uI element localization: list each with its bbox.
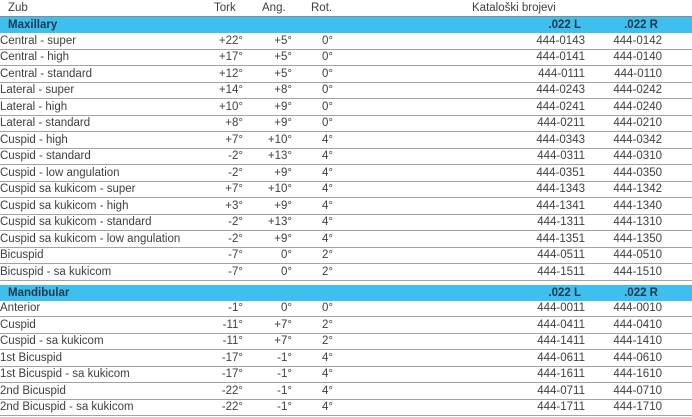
cell-ang: +9° [243,198,292,215]
cell-ang: +9° [243,231,292,248]
cell-rot: 0° [292,66,333,83]
section-pad-cell [662,17,692,34]
cell-tork: -11° [195,317,243,334]
row-pad-cell [662,132,692,149]
section-title: Mandibular [0,285,333,301]
cell-rot: 4° [292,132,333,149]
cell-zub: Cuspid - standard [0,148,195,165]
cell-tork: +10° [195,99,243,116]
cell-l: 444-0611 [333,350,585,367]
row-pad-cell [662,198,692,215]
cell-ang: +10° [243,132,292,149]
cell-rot: 4° [292,383,333,400]
section-col-022L: .022 L [333,285,585,301]
cell-zub: Central - high [0,49,195,66]
section-col-022L: .022 L [333,17,585,34]
row-pad-cell [662,350,692,367]
cell-r: 444-0710 [585,383,662,400]
row-pad-cell [662,264,692,281]
table-row [0,333,692,350]
cell-rot: 0° [292,301,333,317]
cell-r: 444-0310 [585,148,662,165]
cell-r: 444-0350 [585,165,662,182]
cell-zub: Cuspid sa kukicom - standard [0,214,195,231]
cell-ang: +5° [243,33,292,49]
cell-tork: -2° [195,165,243,182]
row-pad-cell [662,231,692,248]
cell-r: 444-1410 [585,333,662,350]
cell-zub: Cuspid - high [0,132,195,149]
col-header-ang: Ang. [243,0,292,17]
cell-tork: -22° [195,399,243,416]
cell-ang: +5° [243,49,292,66]
cell-l: 444-1611 [333,366,585,383]
row-pad-cell [662,247,692,264]
cell-tork: +8° [195,115,243,132]
cell-r: 444-0210 [585,115,662,132]
cell-zub: Lateral - high [0,99,195,116]
cell-rot: 2° [292,247,333,264]
table-row [0,181,692,198]
cell-ang: +5° [243,66,292,83]
cell-ang: +9° [243,99,292,116]
row-pad-cell [662,181,692,198]
cell-ang: 0° [243,301,292,317]
row-pad-cell [662,33,692,49]
cell-rot: 2° [292,317,333,334]
cell-ang: +10° [243,181,292,198]
table-row [0,366,692,383]
cell-r: 444-0242 [585,82,662,99]
row-pad-cell [662,82,692,99]
cell-r: 444-0610 [585,350,662,367]
table-row [0,198,692,215]
cell-zub: 1st Bicuspid [0,350,195,367]
cell-r: 444-0342 [585,132,662,149]
cell-tork: -7° [195,247,243,264]
cell-tork: -11° [195,333,243,350]
cell-zub: Cuspid sa kukicom - super [0,181,195,198]
cell-ang: +7° [243,317,292,334]
table-row [0,383,692,400]
row-pad-cell [662,148,692,165]
cell-ang: +7° [243,333,292,350]
cell-ang: -1° [243,383,292,400]
cell-ang: 0° [243,264,292,281]
cell-tork: +17° [195,49,243,66]
row-pad-cell [662,214,692,231]
row-pad-cell [662,366,692,383]
table-row [0,115,692,132]
cell-zub: Central - standard [0,66,195,83]
cell-zub: Central - super [0,33,195,49]
cell-tork: +3° [195,198,243,215]
table-row [0,165,692,182]
section-title: Maxillary [0,17,333,34]
cell-l: 444-0711 [333,383,585,400]
cell-ang: +9° [243,165,292,182]
cell-tork: +22° [195,33,243,49]
cell-tork: +12° [195,66,243,83]
row-pad-cell [662,333,692,350]
table-row [0,33,692,49]
cell-r: 444-1350 [585,231,662,248]
row-pad-cell [662,49,692,66]
cell-rot: 0° [292,115,333,132]
cell-tork: +7° [195,132,243,149]
row-pad-cell [662,115,692,132]
cell-tork: -17° [195,366,243,383]
cell-rot: 4° [292,198,333,215]
cell-ang: +8° [243,82,292,99]
cell-zub: Lateral - super [0,82,195,99]
cell-tork: +14° [195,82,243,99]
cell-zub: Cuspid [0,317,195,334]
table-body [0,17,692,416]
cell-r: 444-0110 [585,66,662,83]
cell-ang: -1° [243,366,292,383]
cell-l: 444-0143 [333,33,585,49]
col-header-rot: Rot. [292,0,333,17]
cell-tork: -22° [195,383,243,400]
table-row [0,247,692,264]
row-pad-cell [662,165,692,182]
cell-r: 444-1510 [585,264,662,281]
cell-r: 444-0142 [585,33,662,49]
table-row [0,350,692,367]
cell-ang: 0° [243,247,292,264]
cell-rot: 0° [292,49,333,66]
cell-zub: Bicuspid - sa kukicom [0,264,195,281]
table-row [0,148,692,165]
cell-rot: 4° [292,350,333,367]
cell-r: 444-1310 [585,214,662,231]
cell-l: 444-0311 [333,148,585,165]
row-pad-cell [662,383,692,400]
table-row [0,132,692,149]
column-header-row [0,0,692,17]
table-row [0,231,692,248]
cell-tork: +7° [195,181,243,198]
cell-zub: 1st Bicuspid - sa kukicom [0,366,195,383]
cell-rot: 2° [292,264,333,281]
section-pad-cell [662,285,692,301]
cell-r: 444-0510 [585,247,662,264]
col-header-tork: Tork [195,0,243,17]
row-pad-cell [662,301,692,317]
cell-l: 444-1311 [333,214,585,231]
cell-rot: 4° [292,181,333,198]
cell-zub: Cuspid - sa kukicom [0,333,195,350]
cell-r: 444-0010 [585,301,662,317]
cell-zub: 2nd Bicuspid [0,383,195,400]
cell-zub: Cuspid sa kukicom - low angulation [0,231,195,248]
cell-tork: -7° [195,264,243,281]
table-row [0,301,692,317]
cell-l: 444-1351 [333,231,585,248]
section-header-row [0,285,692,301]
cell-rot: 4° [292,148,333,165]
cell-tork: -1° [195,301,243,317]
row-pad-cell [662,66,692,83]
cell-l: 444-1711 [333,399,585,416]
cell-l: 444-0243 [333,82,585,99]
cell-l: 444-1343 [333,181,585,198]
cell-rot: 4° [292,165,333,182]
cell-l: 444-0343 [333,132,585,149]
row-pad-cell [662,99,692,116]
section-col-022R: .022 R [585,285,662,301]
cell-l: 444-0511 [333,247,585,264]
cell-l: 444-0351 [333,165,585,182]
cell-zub: 2nd Bicuspid - sa kukicom [0,399,195,416]
cell-rot: 0° [292,99,333,116]
table-row [0,264,692,281]
row-pad-cell [662,399,692,416]
cell-rot: 2° [292,333,333,350]
cell-l: 444-1511 [333,264,585,281]
cell-ang: +13° [243,214,292,231]
cell-r: 444-0410 [585,317,662,334]
cell-zub: Cuspid - low angulation [0,165,195,182]
cell-l: 444-0411 [333,317,585,334]
cell-l: 444-0211 [333,115,585,132]
cell-rot: 0° [292,82,333,99]
cell-tork: -2° [195,214,243,231]
section-header-row [0,17,692,34]
table-row [0,214,692,231]
table-row [0,399,692,416]
col-header-empty-pad [662,0,692,17]
cell-r: 444-1710 [585,399,662,416]
cell-ang: +9° [243,115,292,132]
cell-l: 444-0141 [333,49,585,66]
cell-r: 444-1340 [585,198,662,215]
cell-rot: 4° [292,366,333,383]
cell-rot: 4° [292,231,333,248]
cell-ang: -1° [243,350,292,367]
table-row [0,99,692,116]
cell-r: 444-0140 [585,49,662,66]
cell-r: 444-0240 [585,99,662,116]
cell-l: 444-0111 [333,66,585,83]
section-col-022R: .022 R [585,17,662,34]
cell-l: 444-0241 [333,99,585,116]
cell-zub: Cuspid sa kukicom - high [0,198,195,215]
table-row [0,317,692,334]
cell-l: 444-1341 [333,198,585,215]
cell-rot: 4° [292,399,333,416]
cell-tork: -2° [195,148,243,165]
cell-rot: 0° [292,33,333,49]
cell-r: 444-1342 [585,181,662,198]
cell-ang: +13° [243,148,292,165]
cell-tork: -2° [195,231,243,248]
cell-zub: Lateral - standard [0,115,195,132]
cell-l: 444-1411 [333,333,585,350]
cell-ang: -1° [243,399,292,416]
table-row [0,49,692,66]
col-header-catalog: Kataloški brojevi [333,0,585,17]
col-header-zub: Zub [0,0,195,17]
cell-tork: -17° [195,350,243,367]
cell-r: 444-1610 [585,366,662,383]
cell-rot: 4° [292,214,333,231]
cell-zub: Bicuspid [0,247,195,264]
row-pad-cell [662,317,692,334]
cell-l: 444-0011 [333,301,585,317]
table-row [0,66,692,83]
column-header [0,0,692,17]
col-header-empty-r [585,0,662,17]
table-row [0,82,692,99]
cell-zub: Anterior [0,301,195,317]
